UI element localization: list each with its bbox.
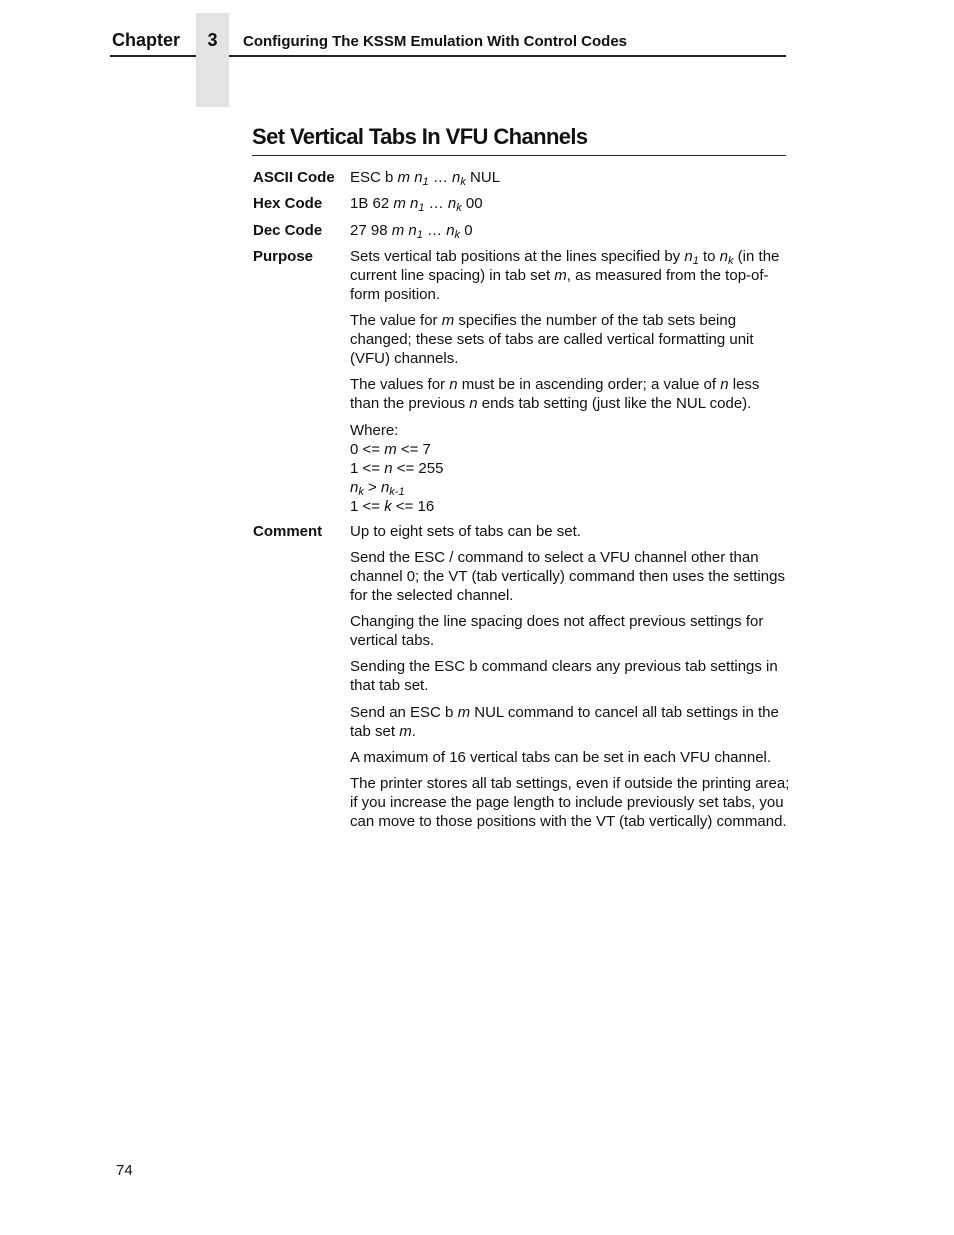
- where-line-m: 0 <= m <= 7: [350, 441, 431, 458]
- chapter-title: Configuring The KSSM Emulation With Control Codes: [243, 33, 628, 50]
- comment-paragraph-4: Sending the ESC b command clears any previous tab settings in that tab set.: [350, 658, 778, 694]
- heading-rule: [252, 155, 786, 156]
- comment-paragraph-5: Send an ESC b m NUL command to cancel all tab settings in the tab set m.: [350, 704, 779, 740]
- where-title: Where:: [350, 422, 399, 439]
- where-line-nk: $n_k > n_{k-1}$: [350, 479, 405, 498]
- comment-label: Comment: [253, 523, 323, 540]
- ascii-code-label: ASCII Code: [253, 169, 335, 186]
- dec-code-label: Dec Code: [253, 222, 323, 239]
- header-rule-left: [110, 55, 196, 57]
- comment-paragraph-2: Send the ESC / command to select a VFU channel other than channel 0; the VT (tab vertically) command then uses the settings for the selected channel.: [350, 549, 785, 604]
- dec-code-value: 27 98 m $n_1$ … $n_k$ 0: [350, 222, 473, 241]
- comment-paragraph-7: The printer stores all tab settings, even if outside the printing area; if you increase the page length to include previously set tabs, you can move to those positions with the VT (tab vertically) command.: [350, 775, 790, 830]
- chapter-number: 3: [207, 30, 218, 50]
- chapter-label: Chapter: [112, 30, 181, 50]
- where-line-n: 1 <= n <= 255: [350, 460, 444, 477]
- where-line-k: 1 <= k <= 16: [350, 498, 435, 515]
- comment-paragraph-3: Changing the line spacing does not affect previous settings for vertical tabs.: [350, 613, 764, 649]
- comment-paragraph-6: A maximum of 16 vertical tabs can be set in each VFU channel.: [350, 749, 772, 766]
- purpose-paragraph-3: The values for n must be in ascending order; a value of n less than the previous n ends tab setting (just like the NUL code).: [350, 376, 760, 412]
- chapter-tab: [196, 13, 229, 107]
- page-number: 74: [116, 1162, 133, 1179]
- purpose-label: Purpose: [253, 248, 314, 265]
- hex-code-value: 1B 62 m $n_1$ … $n_k$ 00: [350, 195, 483, 214]
- header-rule-right: [229, 55, 786, 57]
- purpose-paragraph-2: The value for m specifies the number of the tab sets being changed; these sets of tabs are called vertical formatting unit (VFU) channels.: [350, 312, 754, 367]
- hex-code-label: Hex Code: [253, 195, 323, 212]
- comment-paragraph-1: Up to eight sets of tabs can be set.: [350, 523, 581, 540]
- ascii-code-value: ESC b m $n_1$ … $n_k$ NUL: [350, 169, 501, 188]
- purpose-paragraph-1: Sets vertical tab positions at the lines specified by $n_1$ to $n_k$ (in the current line spacing) in tab set m, as measured from the top-of-form position.: [350, 248, 780, 303]
- where-block: [350, 421, 790, 516]
- section-heading: Set Vertical Tabs In VFU Channels: [252, 124, 588, 149]
